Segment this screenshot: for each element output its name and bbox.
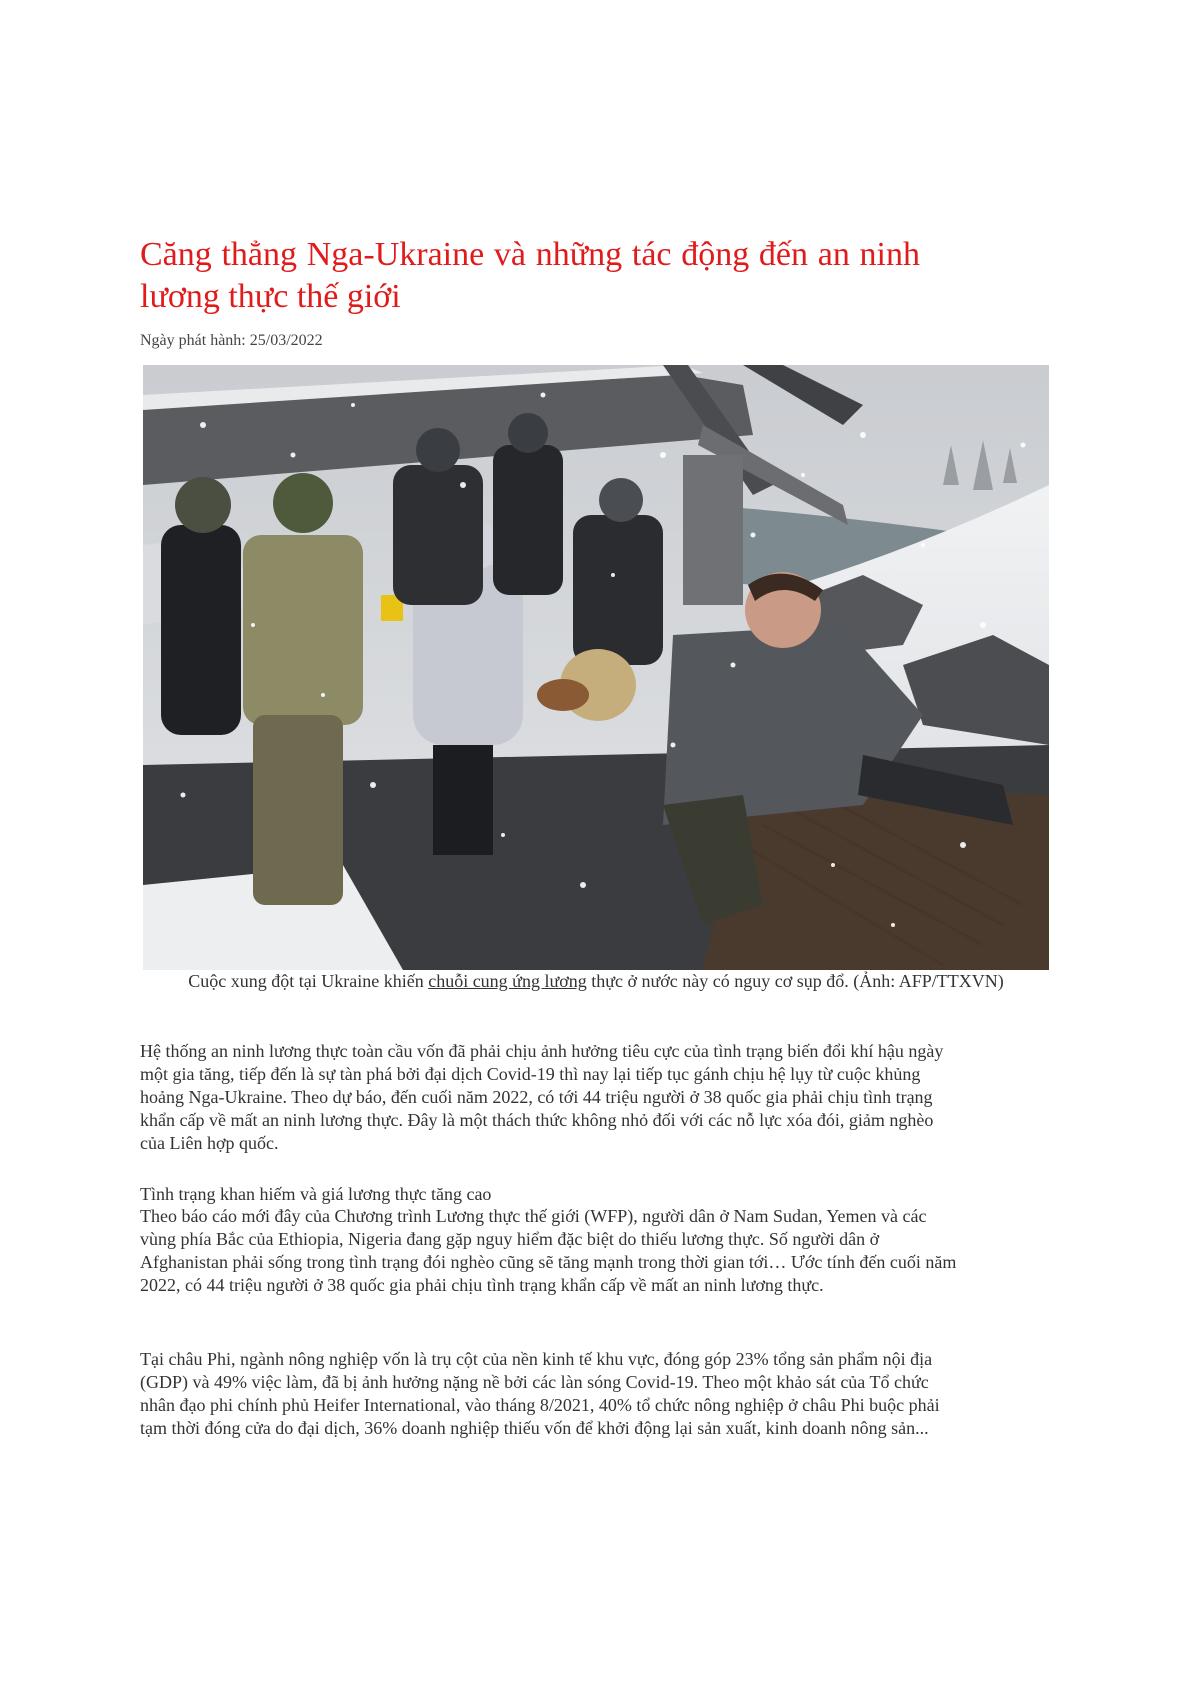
photo-caption — [140, 970, 1052, 992]
caption-text-after: thực ở nước này có nguy cơ sụp đổ. (Ảnh: AFP/TTXVN) — [586, 971, 1004, 991]
caption-link[interactable]: chuỗi cung ứng lương — [428, 971, 587, 991]
publish-date — [140, 332, 323, 350]
publish-date-value: 25/03/2022 — [249, 332, 323, 349]
article-paragraph-3: Tại châu Phi, ngành nông nghiệp vốn là trụ cột của nền kinh tế khu vực, đóng góp 23% tổng sản phẩm nội địa (GDP) và 49% việc làm, đã bị ảnh hưởng nặng nề bởi các làn sóng Covid-19. Theo một khảo sát của Tổ chức nhân đạo phi chính phủ Heifer International, vào tháng 8/2021, 40% tổ chức nông nghiệp ở châu Phi buộc phải tạm thời đóng cửa do đại dịch, 36% doanh nghiệp thiếu vốn để khởi động lại sản xuất, kinh doanh nông sản... — [140, 1349, 940, 1438]
section-subheading: Tình trạng khan hiếm và giá lương thực tăng cao — [140, 1184, 492, 1204]
article-paragraph-2: Theo báo cáo mới đây của Chương trình Lương thực thế giới (WFP), người dân ở Nam Sudan, Yemen và các vùng phía Bắc của Ethiopia, Nigeria đang gặp nguy hiểm đặc biệt do thiếu lương thực. Số người dân ở Afghanistan phải sống trong tình trạng đói nghèo cũng sẽ tăng mạnh trong thời gian tới… Ước tính đến cuối năm 2022, có 44 triệu người ở 38 quốc gia phải chịu tình trạng khẩn cấp về mất an ninh lương thực. — [140, 1206, 957, 1295]
article-title: Căng thẳng Nga-Ukraine và những tác động đến an ninh lương thực thế giới — [140, 236, 920, 315]
publish-date-label: Ngày phát hành: — [140, 332, 246, 349]
caption-text-before: Cuộc xung đột tại Ukraine khiến — [188, 971, 429, 991]
article-paragraph-1: Hệ thống an ninh lương thực toàn cầu vốn đã phải chịu ảnh hưởng tiêu cực của tình trạng biến đổi khí hậu ngày một gia tăng, tiếp đến là sự tàn phá bởi đại dịch Covid-19 thì nay lại tiếp tục gánh chịu hệ lụy từ cuộc khủng hoảng Nga-Ukraine. Theo dự báo, đến cuối năm 2022, có tới 44 triệu người ở 38 quốc gia phải chịu tình trạng khẩn cấp về mất an ninh lương thực. Đây là một thách thức không nhỏ đối với các nỗ lực xóa đói, giảm nghèo của Liên hợp quốc. — [140, 1041, 944, 1153]
photo-illustration — [143, 365, 1049, 970]
article-photo — [143, 365, 1049, 970]
